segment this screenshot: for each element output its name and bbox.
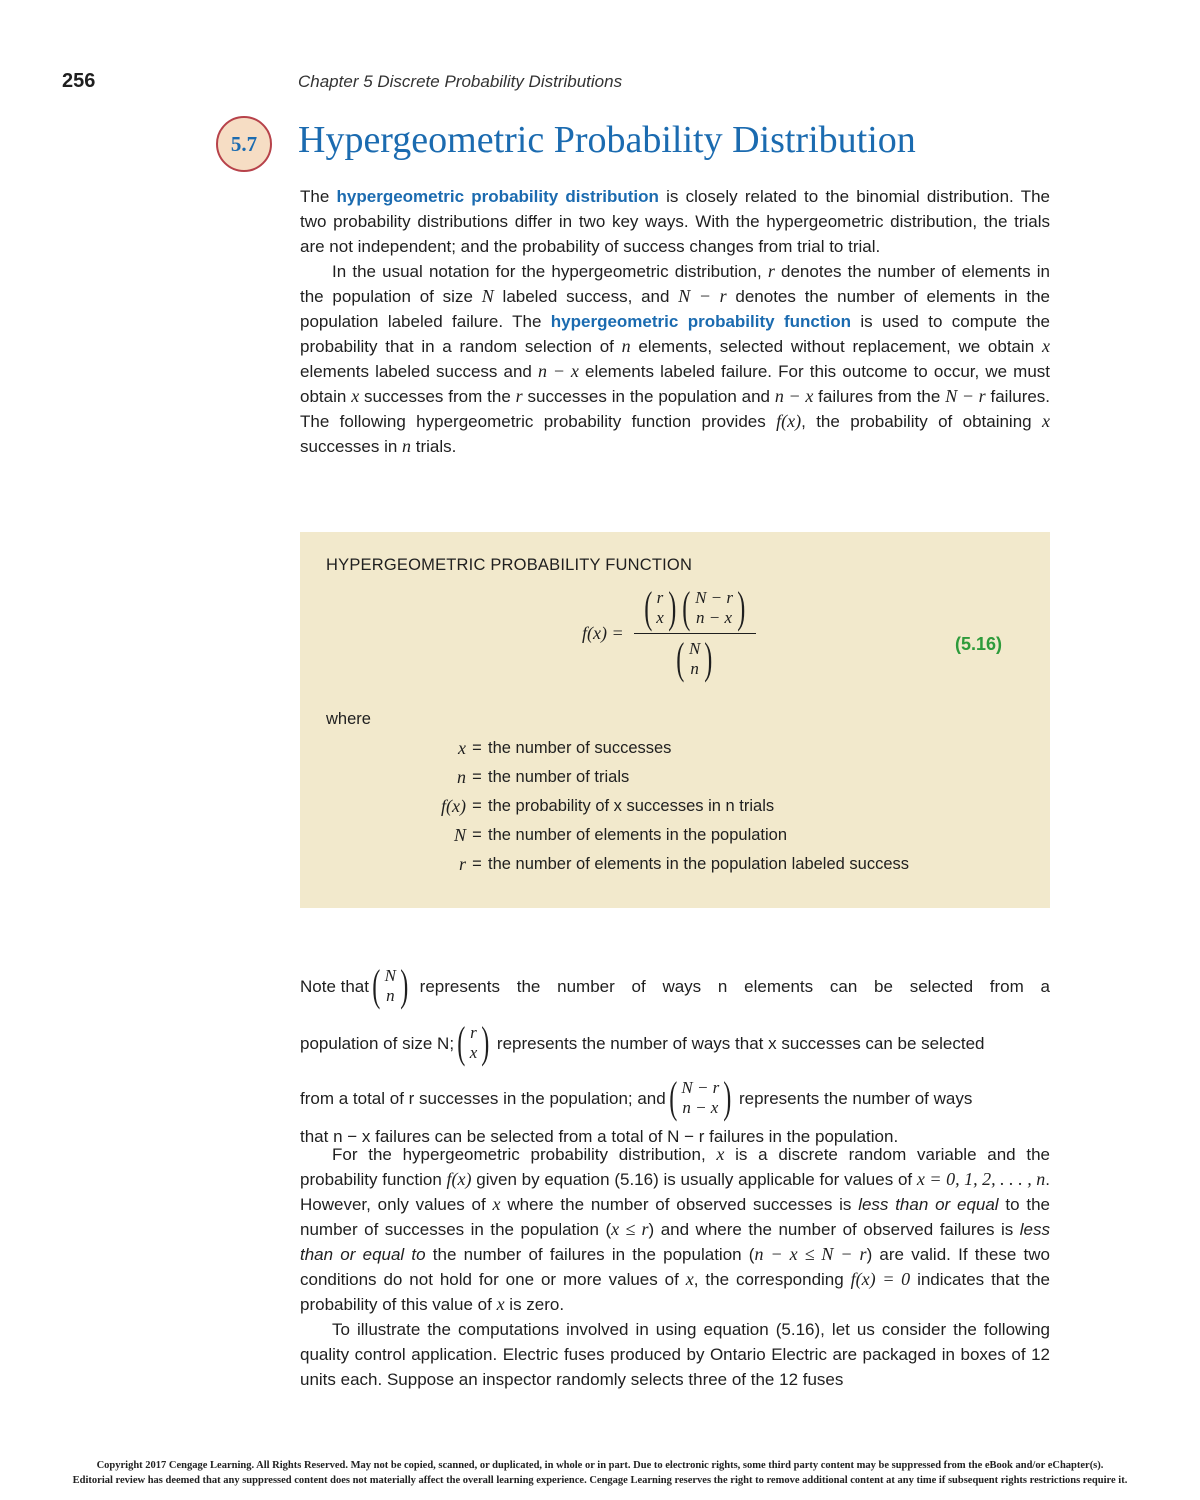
section-title: Hypergeometric Probability Distribution xyxy=(298,119,916,161)
binomial-notes xyxy=(300,958,1050,1149)
formula-box-title: HYPERGEOMETRIC PROBABILITY FUNCTION xyxy=(326,556,693,574)
definition-row: f(x) = the probability of x successes in n trials xyxy=(441,796,775,816)
note-line-4: that n − x failures can be selected from a total of N − r failures in the population. xyxy=(300,1127,899,1146)
hypergeometric-formula xyxy=(582,583,756,683)
equation-number: (5.16) xyxy=(955,634,1003,654)
paragraph-2: In the usual notation for the hypergeometric distribution, r denotes the number of elements in the population of size N labeled success, and N − r denotes the number of elements in the population labeled failure. The hypergeometric probability function is used to compute the probability that in a random selection of n elements, selected without replacement, we obtain x elements labeled success and n − x elements labeled failure. For this outcome to occur, we must obtain x successes from the r successes in the population and n − x failures from the N − r failures. The following hypergeometric probability function provides f(x), the probability of obtaining x successes in n trials. xyxy=(300,261,1051,456)
note-line-1: Note that ( N n ) represents the number of ways n elements can be selected from a xyxy=(300,961,1050,1010)
formula-numerator xyxy=(641,583,749,632)
binom-Nmr-nmx: ( N − r n − x ) xyxy=(682,583,746,632)
running-head: Chapter 5 Discrete Probability Distributions xyxy=(298,72,623,91)
fraction-bar xyxy=(634,633,756,634)
body-text xyxy=(300,1142,1050,1392)
binom-N-n-inline: ( N n ) xyxy=(372,961,409,1010)
note-line-3: from a total of r successes in the population; and ( N − r n − x ) represents the number of ways xyxy=(300,1073,973,1122)
definitions-list xyxy=(380,734,909,879)
intro-text xyxy=(300,184,1050,459)
note-line-2: population of size N; ( r x ) represents the number of ways that x successes can be selected xyxy=(300,1018,985,1067)
section-number-badge: 5.7 xyxy=(216,116,272,172)
binom-r-x-inline: ( r x ) xyxy=(457,1018,490,1067)
keyword-hypergeometric-function: hypergeometric probability function xyxy=(550,312,851,331)
formula-lhs: f(x) = xyxy=(582,623,624,643)
page-number: 256 xyxy=(62,70,96,92)
definition-row: x = the number of successes xyxy=(458,738,672,758)
definition-row: r = the number of elements in the population labeled success xyxy=(458,854,910,874)
binom-Nmr-nmx-inline: ( N − r n − x ) xyxy=(669,1073,732,1122)
formula-box xyxy=(300,532,1050,908)
paragraph-3: For the hypergeometric probability distribution, x is a discrete random variable and the probability function f(x) given by equation (5.16) is usually applicable for values of x = 0, 1, 2, . . . , n. However, only values of x where the number of observed successes is less than or equal to the number of successes in the population (x ≤ r) and where the number of observed failures is less than or equal to the number of failures in the population (n − x ≤ N − r) are valid. If these two conditions do not hold for one or more values of x, the corresponding f(x) = 0 indicates that the probability of this value of x is zero. xyxy=(300,1144,1050,1314)
copyright-footer: Copyright 2017 Cengage Learning. All Rights Reserved. May not be copied, scanned, or duplicated, in whole or in part. Due to electronic rights, some third party content may be suppressed from the eBook and/or eChapter(s). Editorial review has deemed that any suppressed content does not materially affect the overall learning experience. Cengage Learning reserves the right to remove additional content at any time if subsequent rights restrictions require it. xyxy=(72,1460,1128,1486)
paragraph-1: The hypergeometric probability distribution is closely related to the binomial distribution. The two probability distributions differ in two key ways. With the hypergeometric distribution, the trials are not independent; and the probability of success changes from trial to trial. xyxy=(300,187,1050,256)
binom-r-x: ( r x ) xyxy=(643,583,677,632)
definition-row: N = the number of elements in the population xyxy=(453,825,788,845)
formula-fraction xyxy=(634,583,756,683)
binom-N-n: ( N n ) xyxy=(676,634,713,683)
where-label: where xyxy=(326,710,371,728)
definition-row: n = the number of trials xyxy=(457,767,630,787)
paragraph-4: To illustrate the computations involved in using equation (5.16), let us consider the following quality control application. Electric fuses produced by Ontario Electric are packaged in boxes of 12 units each. Suppose an inspector randomly selects three of the 12 fuses xyxy=(300,1320,1050,1389)
keyword-hypergeometric-distribution: hypergeometric probability distribution xyxy=(336,187,659,206)
